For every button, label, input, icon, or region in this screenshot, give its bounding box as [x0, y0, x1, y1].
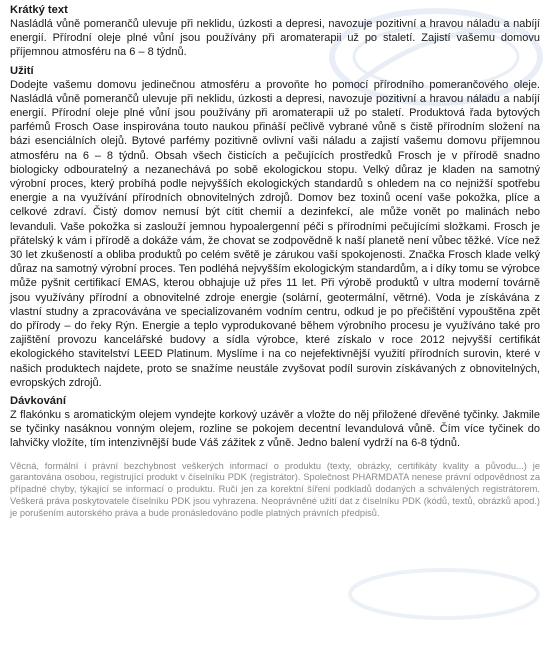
section-kratky-text [10, 3, 540, 60]
section-body-uziti: Dodejte vašemu domovu jedinečnou atmosféru a provoňte ho pomocí přírodního pomerančového oleje. Nasládlá vůně pomerančů ulevuje při neklidu, úzkosti a depresi, navozuje pozitivní a hravou náladu a nabíjí energií. Přírodní oleje plné vůní jsou používány při aromaterapii už po staletí. Produktová řada bytových parfémů Frosch Oase inspirována touto naukou přináší pečlivě vybrané vůně s čistě přírodním složení na bázi esenciálních olejů. Bytové parfémy pozitivně ovlivní vaši náladu a zajistí vašemu domovu příjemnou atmosféru na 6 – 8 týdnů. Obsah všech čisticích a pečujících prostředků Frosch je v přírodě snadno biologicky odbouratelný a nezanechává po sobě ekologickou stopu. Velký důraz je kladen na samotný výrobní proces, který probíhá podle nejvyšších ekologických standardů s ohledem na co nejnižší spotřebu energie a na využívání přírodních obnovitelných zdrojů. Domov bez toxinů ocení vaše pokožka, plíce a celkové zdraví. Čistý domov nemusí být cítit chemií a dezinfekcí, ale může vonět po malinách nebo levanduli. Vaše pokožka si zaslouží jemnou hypoalergenní péči s přírodními pečujícími složkami. Frosch je přátelský k vám i přírodě a dokáže vám, že chovat se zodpovědně k naší planetě není vůbec těžké. Více než 30 let zkušeností a obliba produktů po celém světě je zárukou vaší spokojenosti. Značka Frosch klade velký důraz na samotný výrobní proces. Ten podléhá nejvyšším ekologickým standardům, a i díky tomu se výrobce může pyšnit certifikací EMAS, kterou obhajuje už přes 11 let. Při výrobě produktů v ultra moderní továrně jsou využívány přírodní a obnovitelné zdroje energie (solární, geotermální, větrné). Voda je získávána z vlastní studny a zpracovávána ve specializovaném vodním centru, odkud je po přečištění vypouštěna zpět do přírody – do řeky Rýn. Energie a teplo vyprodukované během výrobního procesu je využíváno také pro zajištění provozu kancelářské budovy a sídla výrobce, které získalo v roce 2012 nejvyšší certifikát ekologického stavitelství LEED Platinum. Myslíme i na co nejefektivnější využití přírodních surovin, které v našich produktech najdete, proto se snažíme neustále zvyšovat podíl surovin získávaných z obnovitelných, evropských zdrojů. [10, 78, 540, 389]
section-body-davkovani: Z flakónku s aromatickým olejem vyndejte korkový uzávěr a vložte do něj přiložené dřevěné tyčinky. Jakmile se tyčinky nasáknou vonným olejem, rozline se pokojem decentní levandulová vůně. Čím více tyčinek do lahvičky vložíte, tím intenzivnější bude Váš zážitek z vůně. Jedno balení vydrží na 6-8 týdnů. [10, 409, 540, 450]
pdk-watermark-logo-bottom [344, 566, 544, 622]
section-heading-davkovani: Dávkování [10, 395, 66, 408]
legal-disclaimer: Věcná, formální i právní bezchybnost veškerých informací o produktu (texty, obrázky, certifikáty kvality a původu...) je garantována osobou, registrující produkt v číselníku PDK (registrátor). Společnost PHARMDATA nenese právní odpovědnost za případné chyby, týkající se informací o produktu. Ručí jen za korektní šíření podkladů dodaných a schválených registrátorem. Veškerá práva poskytovatele číselníku PDK jsou vyhrazena. Neoprávněné užití dat z číselníku PDK (kódů, textů, obrázků apod.) je porušením autorského práva a bude pronásledováno podle platných právních předpisů. [10, 460, 540, 518]
section-heading-kratky-text: Krátký text [10, 4, 68, 16]
section-uziti [10, 64, 540, 390]
section-body-kratky-text: Nasládlá vůně pomerančů ulevuje při neklidu, úzkosti a depresi, navozuje pozitivní a hravou náladu a nabíjí energií. Přírodní oleje plné vůní jsou používány při aromaterapii už po staletí. Zajistí vašemu domovu příjemnou atmosféru na 6 – 8 týdnů. [10, 18, 540, 59]
section-davkovani [10, 394, 540, 451]
section-heading-uziti: Užití [10, 64, 34, 77]
